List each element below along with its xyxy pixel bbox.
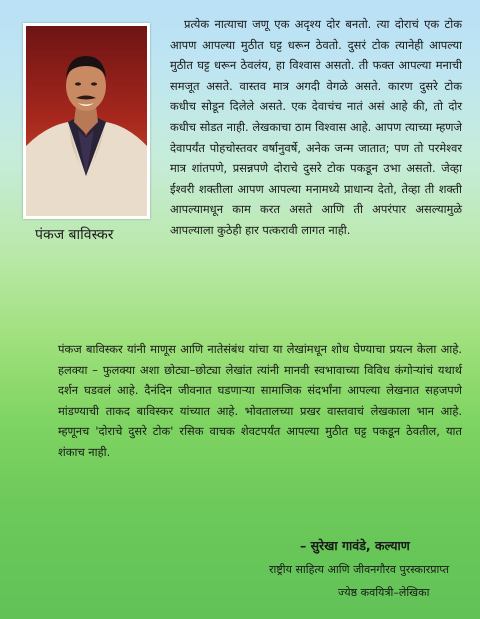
author-photo bbox=[26, 26, 147, 216]
paragraph-2: पंकज बाविस्कर यांनी माणूस आणि नातेसंबंध यांचा या लेखांमधून शोध घेण्याचा प्रयत्न केला आहे. हलक्या – फुलक्या अशा छोट्या–छोट्या लेखांत त्यांनी मानवी स्वभावाच्या विविध कंगोऱ्यांचं यथार्थ दर्शन घडवलं आहे. दैनंदिन जीवनात घडणाऱ्या सामाजिक संदर्भांना आपल्या लेखनात सहजपणे मांडण्याची ताकद बाविस्कर यांच्यात आहे. भोवतालच्या प्रखर वास्तवाचं लेखकाला भान आहे. म्हणूनच 'दोराचे दुसरे टोक' रसिक वाचक शेवटपर्यंत आपल्या मुठीत घट्ट पकडून ठेवतील, यात शंकाच नाही. bbox=[58, 342, 462, 459]
reviewer-award: राष्ट्रीय साहित्य आणि जीवनगौरव पुरस्कारप्राप्त bbox=[269, 563, 450, 576]
author-photo-caption: पंकज बाविस्कर bbox=[35, 227, 114, 243]
paragraph-1: प्रत्येक नात्याचा जणू एक अदृश्य दोर बनतो. त्या दोराचं एक टोक आपण आपल्या मुठीत घट्ट धरून ठेवतो. दुसरं टोक त्यानेही आपल्या मुठीत घट्ट धरून ठेवलंय, हा विश्वास असतो. ती फक्त आपल्या मनाची समजूत असते. वास्तव मात्र अगदी वेगळे असते. कारण दुसरे टोक कधीच सोडून दिलेले असते. एक देवाचंच नातं असं आहे की, तो दोर कधीच सोडत नाही. लेखकाचा ठाम विश्वास आहे. आपण त्याच्या म्हणजे देवापर्यंत पोहचोस्तवर वर्षानुवर्षे, अनेक जन्म जातात; पण तो परमेश्वर मात्र शांतपणे, प्रसन्नपणे दोराचे दुसरे टोक पकडून उभा असतो. जेव्हा ईश्वरी शक्तीला आपण आपल्या मनामध्ये प्राधान्य देतो, तेव्हा ती शक्ती आपल्यामधून काम करत असते आणि ती अपरंपार असल्यामुळे आपल्याला कुठेही हार पत्करावी लागत नाही. bbox=[170, 17, 462, 237]
author-photo-frame bbox=[23, 23, 150, 219]
reviewer-role: ज्येष्ठ कवयित्री–लेखिका bbox=[338, 586, 430, 599]
reviewer-name: – सुरेखा गावंडे, कल्याण bbox=[300, 538, 410, 553]
